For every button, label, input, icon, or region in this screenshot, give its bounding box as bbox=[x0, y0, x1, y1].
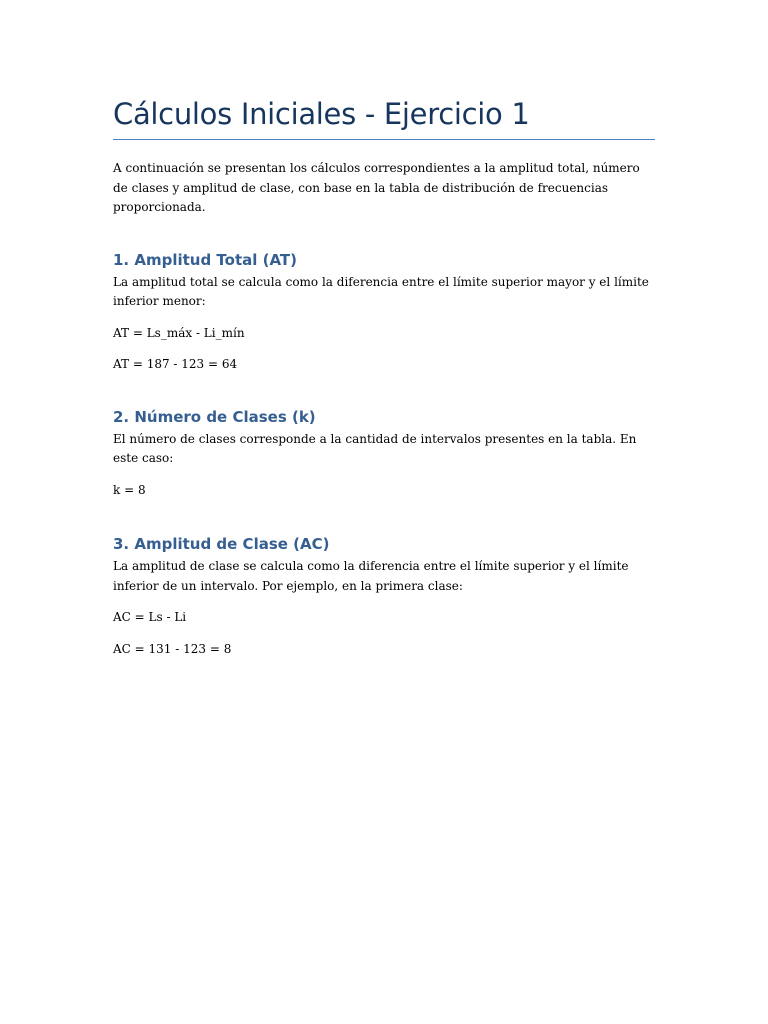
section-heading: 2. Número de Clases (k) bbox=[113, 407, 316, 426]
formula-line: AT = 187 - 123 = 64 bbox=[113, 357, 238, 371]
formula-line: AC = 131 - 123 = 8 bbox=[113, 641, 232, 656]
section-amplitud-clase bbox=[113, 534, 655, 659]
section-paragraph: La amplitud de clase se calcula como la diferencia entre el límite superior y el límite inferior de un intervalo. Por ejemplo, en la primera clase: bbox=[113, 559, 629, 593]
section-heading: 3. Amplitud de Clase (AC) bbox=[113, 535, 330, 553]
page-title: Cálculos Iniciales - Ejercicio 1 bbox=[113, 96, 655, 140]
section-heading: 1. Amplitud Total (AT) bbox=[113, 250, 298, 269]
section-numero-clases bbox=[113, 407, 655, 501]
formula-line: AC = Ls - Li bbox=[113, 610, 187, 624]
section-paragraph: La amplitud total se calcula como la diferencia entre el límite superior mayor y el límite inferior menor: bbox=[113, 274, 649, 308]
section-amplitud-total bbox=[113, 250, 655, 375]
document-page bbox=[113, 96, 655, 659]
section-paragraph: El número de clases corresponde a la cantidad de intervalos presentes en la tabla. En este caso: bbox=[113, 431, 637, 465]
formula-line: k = 8 bbox=[113, 482, 146, 497]
intro-paragraph: A continuación se presentan los cálculos correspondientes a la amplitud total, número de clases y amplitud de clase, con base en la tabla de distribución de frecuencias proporcionada. bbox=[113, 161, 640, 214]
formula-line: AT = Ls_máx - Li_mín bbox=[113, 325, 245, 340]
